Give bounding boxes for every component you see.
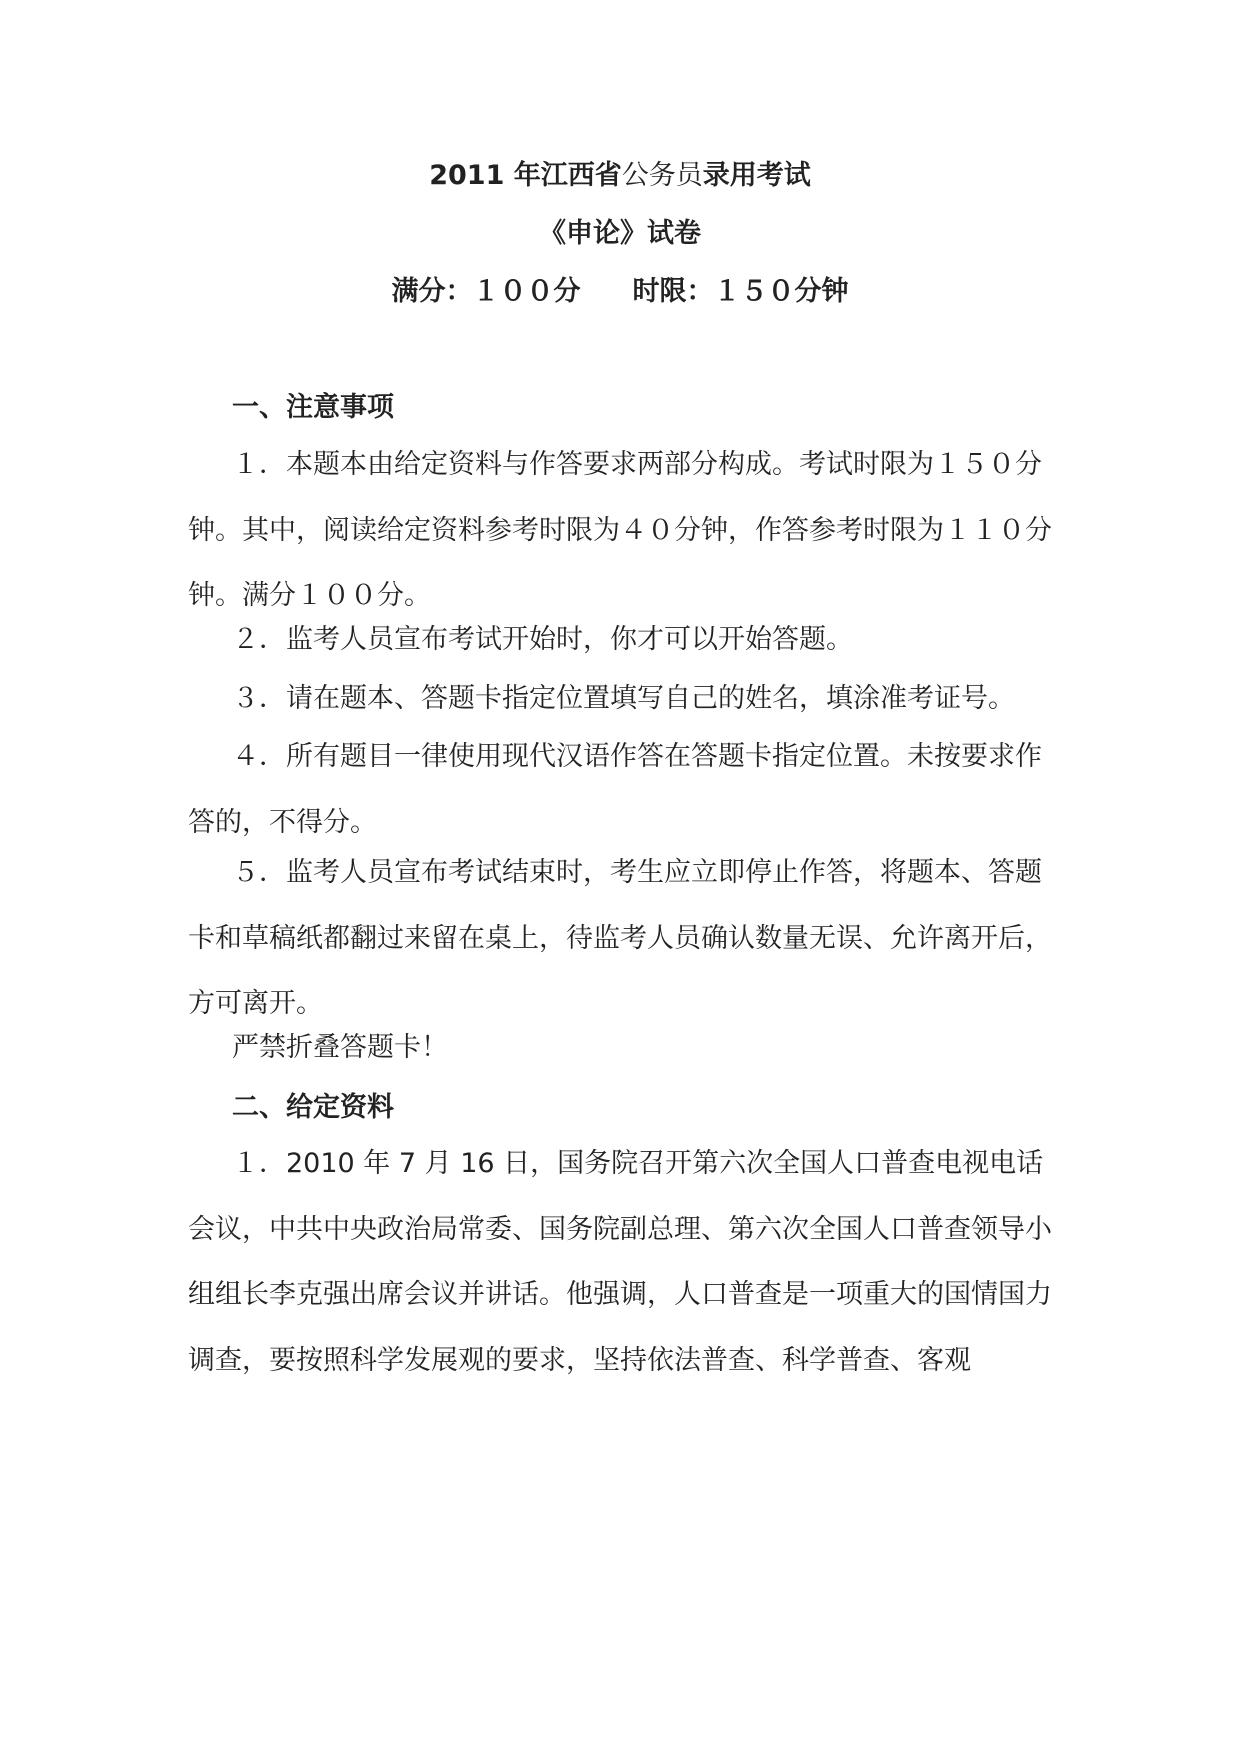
material-paragraph-1: １．2010 年 7 月 16 日，国务院召开第六次全国人口普查电视电话会议，中共中央政治局常委、国务院副总理、第六次全国人口普查领导小组组长李克强出席会议并讲话。他强调，人口普查是一项重大的国情国力调查，要按照科学发展观的要求，坚持依法普查、科学普查、客观 [188,1148,1052,1376]
notice-item-2: ２．监考人员宣布考试开始时，你才可以开始答题。 [232,624,853,655]
full-score: 满分：１００分 [391,276,581,307]
title-part-2: 公务员 [621,160,703,191]
title-part-1: 2011 年江西省 [429,160,622,191]
notice-item-1: １．本题本由给定资料与作答要求两部分构成。考试时限为１５０分钟。其中，阅读给定资料参考时限为４０分钟，作答参考时限为１１０分钟。满分１００分。 [188,449,1052,611]
notice-item-3: ３．请在题本、答题卡指定位置填写自己的姓名，填涂准考证号。 [232,683,1015,714]
document-title [0,156,1240,196]
notice-item-5: ５．监考人员宣布考试结束时，考生应立即停止作答，将题本、答题卡和草稿纸都翻过来留在桌上，待监考人员确认数量无误、允许离开后，方可离开。 [188,857,1052,1019]
document-subtitle: 《申论》试卷 [539,218,701,249]
section-heading-materials: 二、给定资料 [232,1092,394,1123]
notice-item-4: ４．所有题目一律使用现代汉语作答在答题卡指定位置。未按要求作答的，不得分。 [188,741,1042,838]
warning-text: 严禁折叠答题卡！ [232,1032,448,1063]
time-limit: 时限：１５０分钟 [632,276,849,307]
section-heading-notes: 一、注意事项 [232,392,394,423]
title-part-3: 录用考试 [702,160,811,191]
exam-meta [0,272,1240,312]
